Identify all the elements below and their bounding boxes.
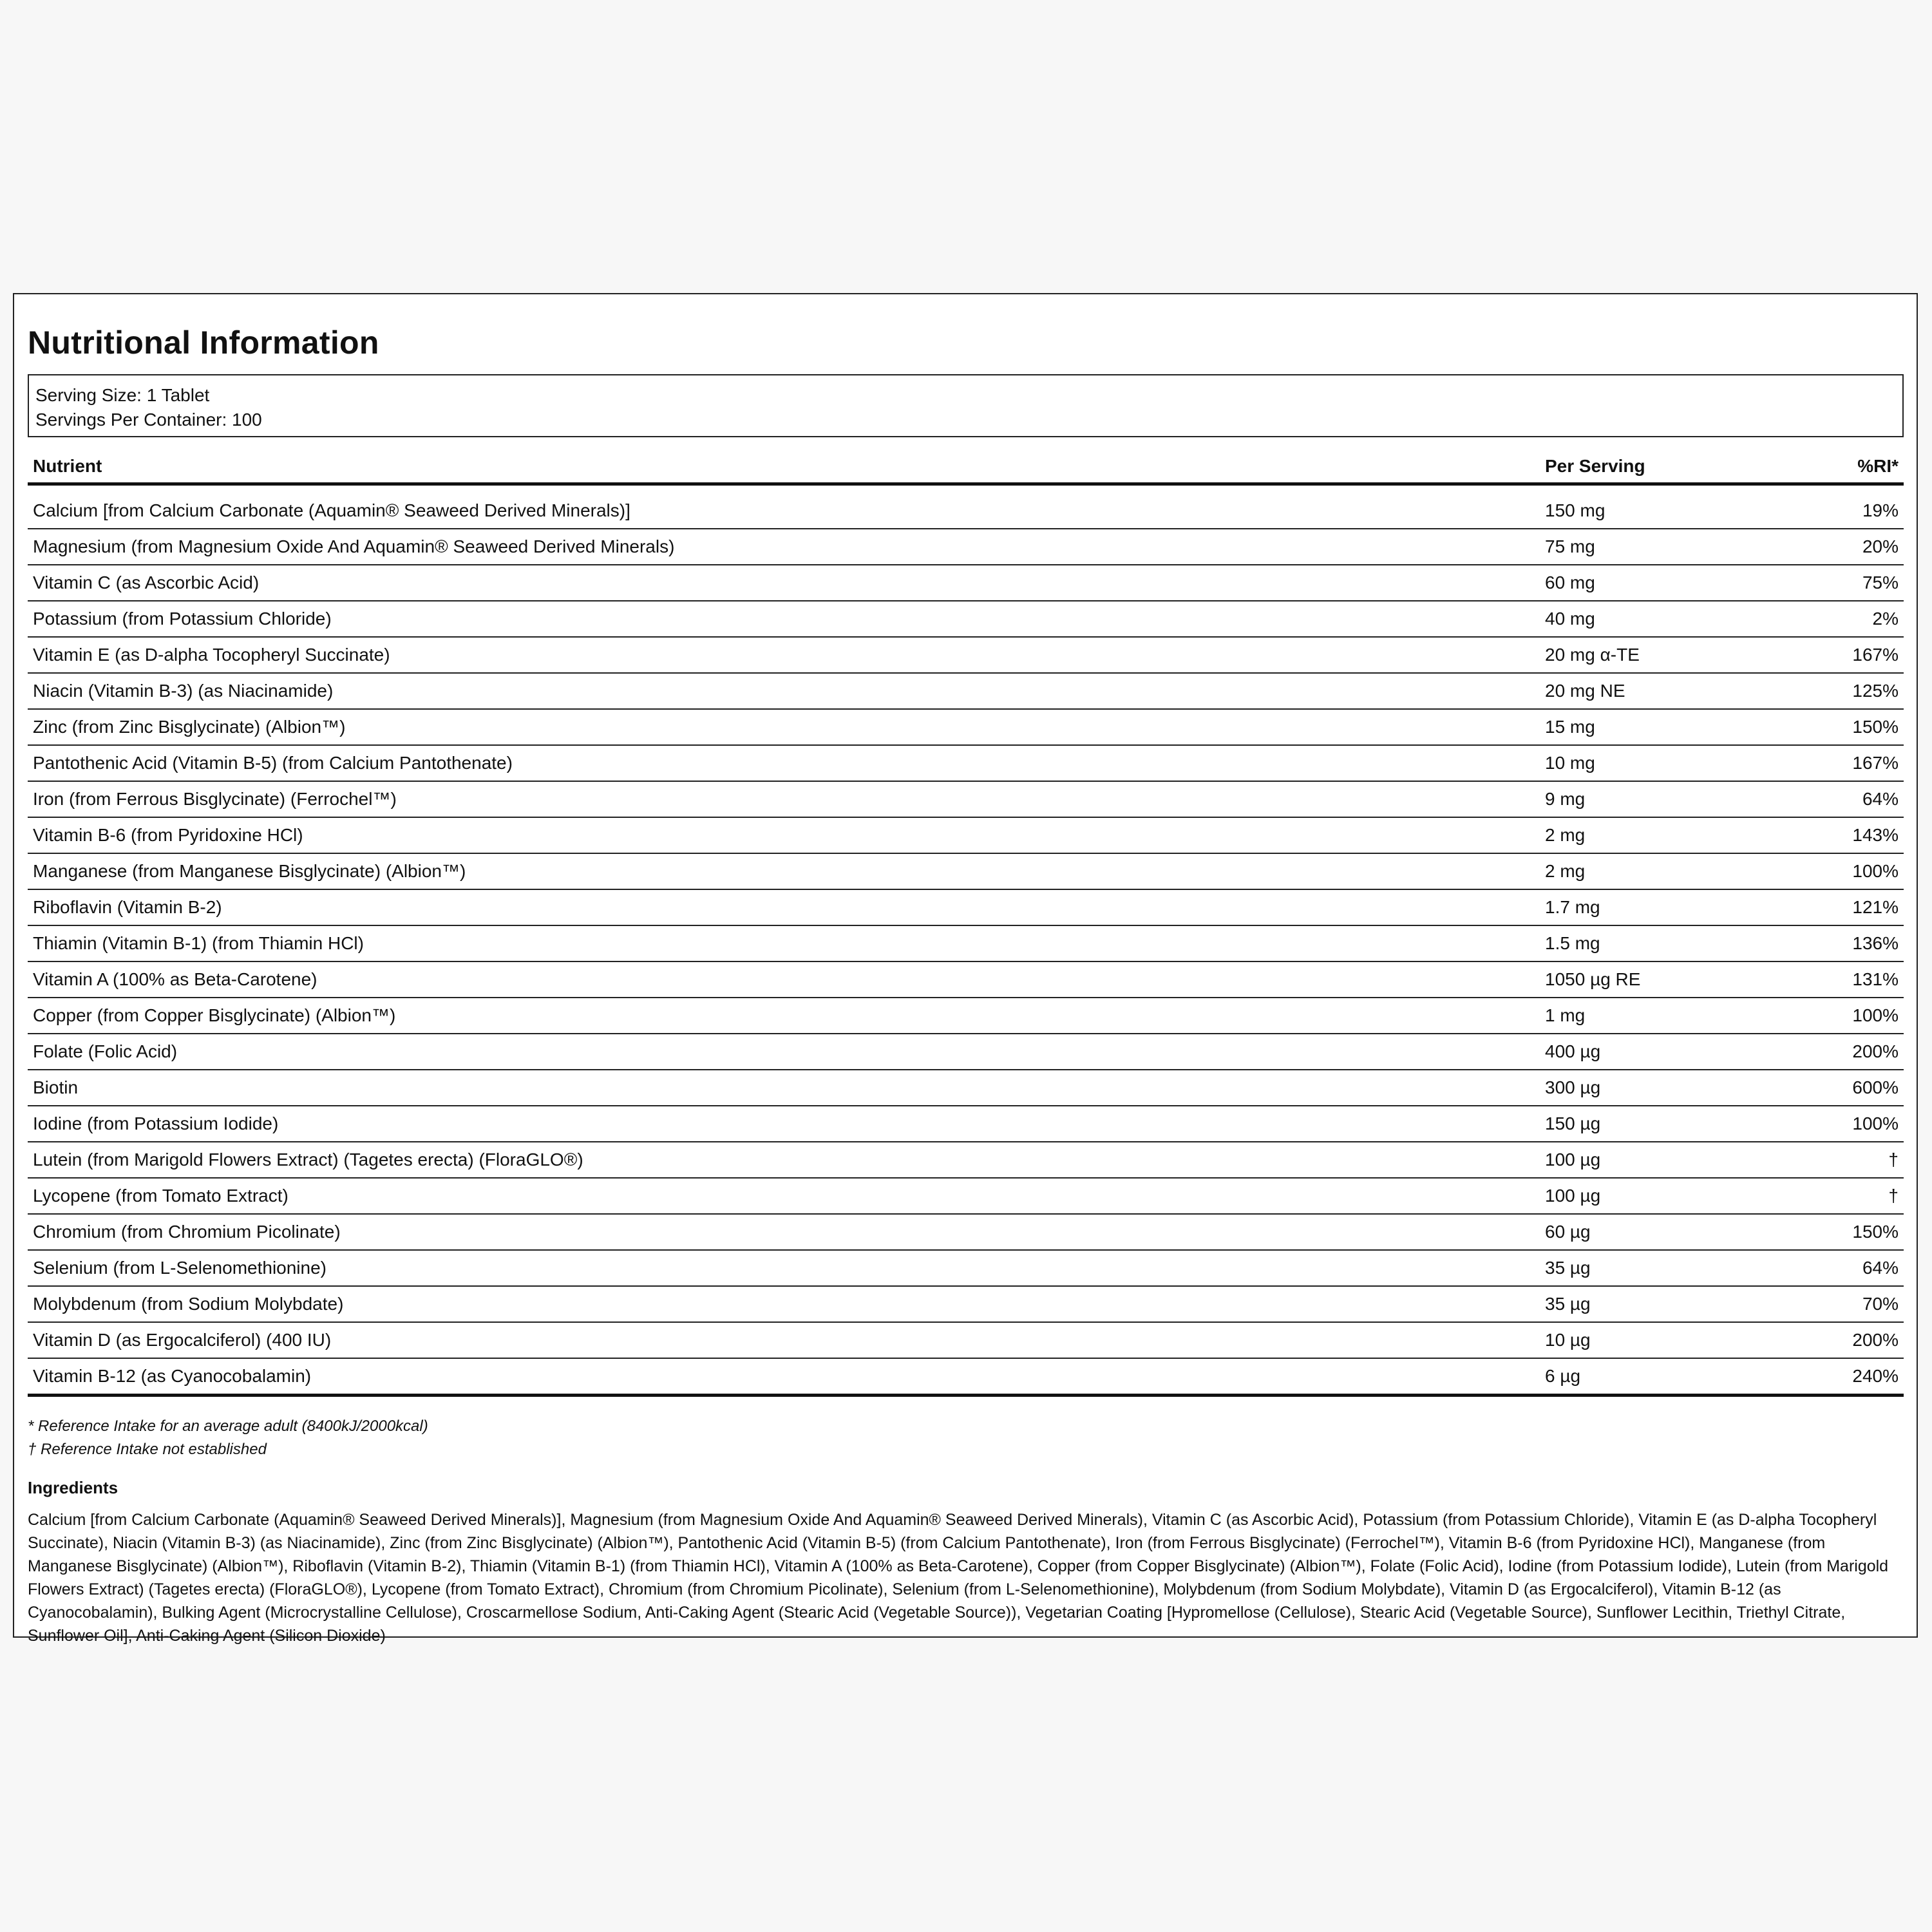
- table-row: [28, 781, 1904, 817]
- per-serving-cell: 150 mg: [1540, 484, 1808, 529]
- nutrient-name-cell: Vitamin A (100% as Beta-Carotene): [28, 961, 1540, 998]
- serving-info-box: [28, 374, 1904, 437]
- per-serving-cell: 1050 µg RE: [1540, 961, 1808, 998]
- table-row: [28, 925, 1904, 961]
- nutrient-table: [28, 450, 1904, 1397]
- table-row: [28, 745, 1904, 781]
- table-row: [28, 998, 1904, 1034]
- nutrient-name-cell: Copper (from Copper Bisglycinate) (Albion™): [28, 998, 1540, 1034]
- per-serving-cell: 35 µg: [1540, 1286, 1808, 1322]
- ri-percent-cell: 64%: [1808, 781, 1904, 817]
- ri-percent-cell: 121%: [1808, 889, 1904, 925]
- table-row: [28, 817, 1904, 853]
- per-serving-cell: 60 µg: [1540, 1214, 1808, 1250]
- nutrient-rows: [28, 484, 1904, 1396]
- ri-percent-cell: 64%: [1808, 1250, 1904, 1286]
- nutrient-name-cell: Lutein (from Marigold Flowers Extract) (Tagetes erecta) (FloraGLO®): [28, 1142, 1540, 1178]
- per-serving-cell: 20 mg NE: [1540, 673, 1808, 709]
- table-row: [28, 1286, 1904, 1322]
- ri-percent-cell: †: [1808, 1142, 1904, 1178]
- header-ri: %RI*: [1808, 450, 1904, 484]
- per-serving-cell: 150 µg: [1540, 1106, 1808, 1142]
- ri-percent-cell: 100%: [1808, 998, 1904, 1034]
- ri-percent-cell: 136%: [1808, 925, 1904, 961]
- nutrient-name-cell: Lycopene (from Tomato Extract): [28, 1178, 1540, 1214]
- table-row: [28, 1178, 1904, 1214]
- page-title: Nutritional Information: [28, 325, 379, 361]
- nutrient-name-cell: Vitamin C (as Ascorbic Acid): [28, 565, 1540, 601]
- ri-percent-cell: 150%: [1808, 709, 1904, 745]
- nutrient-name-cell: Potassium (from Potassium Chloride): [28, 601, 1540, 637]
- nutrient-name-cell: Chromium (from Chromium Picolinate): [28, 1214, 1540, 1250]
- nutrient-name-cell: Pantothenic Acid (Vitamin B-5) (from Calcium Pantothenate): [28, 745, 1540, 781]
- ri-percent-cell: 240%: [1808, 1358, 1904, 1396]
- ri-percent-cell: 20%: [1808, 529, 1904, 565]
- ri-percent-cell: 125%: [1808, 673, 1904, 709]
- table-row: [28, 565, 1904, 601]
- footnote-ri: * Reference Intake for an average adult (8400kJ/2000kcal): [28, 1417, 428, 1435]
- ingredients-heading: Ingredients: [28, 1478, 118, 1497]
- per-serving-cell: 1 mg: [1540, 998, 1808, 1034]
- header-nutrient: Nutrient: [28, 450, 1540, 484]
- ri-percent-cell: 19%: [1808, 484, 1904, 529]
- per-serving-cell: 35 µg: [1540, 1250, 1808, 1286]
- nutrient-name-cell: Magnesium (from Magnesium Oxide And Aquamin® Seaweed Derived Minerals): [28, 529, 1540, 565]
- table-row: [28, 1034, 1904, 1070]
- table-row: [28, 1106, 1904, 1142]
- header-per-serving: Per Serving: [1540, 450, 1808, 484]
- ingredients-text: Calcium [from Calcium Carbonate (Aquamin® Seaweed Derived Minerals)], Magnesium (from Magnesium Oxide And Aquamin® Seaweed Derived Minerals), Vitamin C (as Ascorbic Acid), Potassium (from Potassium Chloride), Vitamin E (as D-alpha Tocopheryl Succinate), Niacin (Vitamin B-3) (as Niacinamide), Zinc (from Zinc Bisglycinate) (Albion™), Pantothenic Acid (Vitamin B-5) (from Calcium Pantothenate), Iron (from Ferrous Bisglycinate) (Ferrochel™), Vitamin B-6 (from Pyridoxine HCl), Manganese (from Manganese Bisglycinate) (Albion™), Riboflavin (Vitamin B-2), Thiamin (Vitamin B-1) (from Thiamin HCl), Vitamin A (100% as Beta-Carotene), Copper (from Copper Bisglycinate) (Albion™), Folate (Folic Acid), Iodine (from Potassium Iodide), Lutein (from Marigold Flowers Extract) (Tagetes erecta) (FloraGLO®), Lycopene (from Tomato Extract), Chromium (from Chromium Picolinate), Selenium (from L-Selenomethionine), Molybdenum (from Sodium Molybdate), Vitamin D (as Ergocalciferol), Vitamin B-12 (as Cyanocobalamin), Bulking Agent (Microcrystalline Cellulose), Croscarmellose Sodium, Anti-Caking Agent (Stearic Acid (Vegetable Source)), Vegetarian Coating [Hypromellose (Cellulose), Stearic Acid (Vegetable Source), Sunflower Lecithin, Triethyl Citrate, Sunflower Oil], Anti-Caking Agent (Silicon Dioxide): [28, 1511, 1889, 1645]
- nutrient-name-cell: Niacin (Vitamin B-3) (as Niacinamide): [28, 673, 1540, 709]
- nutrient-name-cell: Zinc (from Zinc Bisglycinate) (Albion™): [28, 709, 1540, 745]
- table-row: [28, 889, 1904, 925]
- per-serving-cell: 10 µg: [1540, 1322, 1808, 1358]
- nutrient-name-cell: Manganese (from Manganese Bisglycinate) (Albion™): [28, 853, 1540, 889]
- table-row: [28, 1070, 1904, 1106]
- ri-percent-cell: 167%: [1808, 745, 1904, 781]
- nutrient-name-cell: Vitamin B-12 (as Cyanocobalamin): [28, 1358, 1540, 1396]
- nutrient-name-cell: Thiamin (Vitamin B-1) (from Thiamin HCl): [28, 925, 1540, 961]
- table-row: [28, 484, 1904, 529]
- per-serving-cell: 10 mg: [1540, 745, 1808, 781]
- nutrient-name-cell: Riboflavin (Vitamin B-2): [28, 889, 1540, 925]
- per-serving-cell: 2 mg: [1540, 853, 1808, 889]
- nutrient-name-cell: Folate (Folic Acid): [28, 1034, 1540, 1070]
- ri-percent-cell: 100%: [1808, 1106, 1904, 1142]
- table-header-row: [28, 450, 1904, 484]
- per-serving-cell: 9 mg: [1540, 781, 1808, 817]
- nutrient-name-cell: Vitamin B-6 (from Pyridoxine HCl): [28, 817, 1540, 853]
- table-row: [28, 1214, 1904, 1250]
- serving-size: Serving Size: 1 Tablet: [35, 385, 210, 405]
- footnote-dagger: † Reference Intake not established: [28, 1441, 267, 1458]
- table-row: [28, 673, 1904, 709]
- per-serving-cell: 60 mg: [1540, 565, 1808, 601]
- per-serving-cell: 100 µg: [1540, 1178, 1808, 1214]
- per-serving-cell: 1.7 mg: [1540, 889, 1808, 925]
- per-serving-cell: 15 mg: [1540, 709, 1808, 745]
- ri-percent-cell: 167%: [1808, 637, 1904, 673]
- ri-percent-cell: 2%: [1808, 601, 1904, 637]
- nutrient-name-cell: Molybdenum (from Sodium Molybdate): [28, 1286, 1540, 1322]
- ri-percent-cell: 70%: [1808, 1286, 1904, 1322]
- nutrient-name-cell: Biotin: [28, 1070, 1540, 1106]
- nutrition-panel: [13, 293, 1918, 1645]
- per-serving-cell: 400 µg: [1540, 1034, 1808, 1070]
- per-serving-cell: 300 µg: [1540, 1070, 1808, 1106]
- ri-percent-cell: 100%: [1808, 853, 1904, 889]
- nutrient-name-cell: Selenium (from L-Selenomethionine): [28, 1250, 1540, 1286]
- ri-percent-cell: †: [1808, 1178, 1904, 1214]
- table-row: [28, 601, 1904, 637]
- per-serving-cell: 20 mg α-TE: [1540, 637, 1808, 673]
- table-row: [28, 1250, 1904, 1286]
- nutrient-name-cell: Vitamin E (as D-alpha Tocopheryl Succinate): [28, 637, 1540, 673]
- per-serving-cell: 1.5 mg: [1540, 925, 1808, 961]
- ri-percent-cell: 143%: [1808, 817, 1904, 853]
- table-row: [28, 709, 1904, 745]
- ri-percent-cell: 200%: [1808, 1322, 1904, 1358]
- table-row: [28, 1142, 1904, 1178]
- table-row: [28, 961, 1904, 998]
- ri-percent-cell: 200%: [1808, 1034, 1904, 1070]
- nutrient-name-cell: Calcium [from Calcium Carbonate (Aquamin® Seaweed Derived Minerals)]: [28, 484, 1540, 529]
- ri-percent-cell: 75%: [1808, 565, 1904, 601]
- ri-percent-cell: 150%: [1808, 1214, 1904, 1250]
- table-row: [28, 637, 1904, 673]
- table-row: [28, 853, 1904, 889]
- servings-per-container: Servings Per Container: 100: [35, 410, 262, 430]
- per-serving-cell: 100 µg: [1540, 1142, 1808, 1178]
- nutrient-name-cell: Vitamin D (as Ergocalciferol) (400 IU): [28, 1322, 1540, 1358]
- nutrient-name-cell: Iodine (from Potassium Iodide): [28, 1106, 1540, 1142]
- per-serving-cell: 75 mg: [1540, 529, 1808, 565]
- ri-percent-cell: 131%: [1808, 961, 1904, 998]
- footnotes: [28, 1415, 1904, 1461]
- table-row: [28, 529, 1904, 565]
- ri-percent-cell: 600%: [1808, 1070, 1904, 1106]
- per-serving-cell: 2 mg: [1540, 817, 1808, 853]
- per-serving-cell: 40 mg: [1540, 601, 1808, 637]
- table-row: [28, 1358, 1904, 1396]
- nutrient-name-cell: Iron (from Ferrous Bisglycinate) (Ferrochel™): [28, 781, 1540, 817]
- table-row: [28, 1322, 1904, 1358]
- per-serving-cell: 6 µg: [1540, 1358, 1808, 1396]
